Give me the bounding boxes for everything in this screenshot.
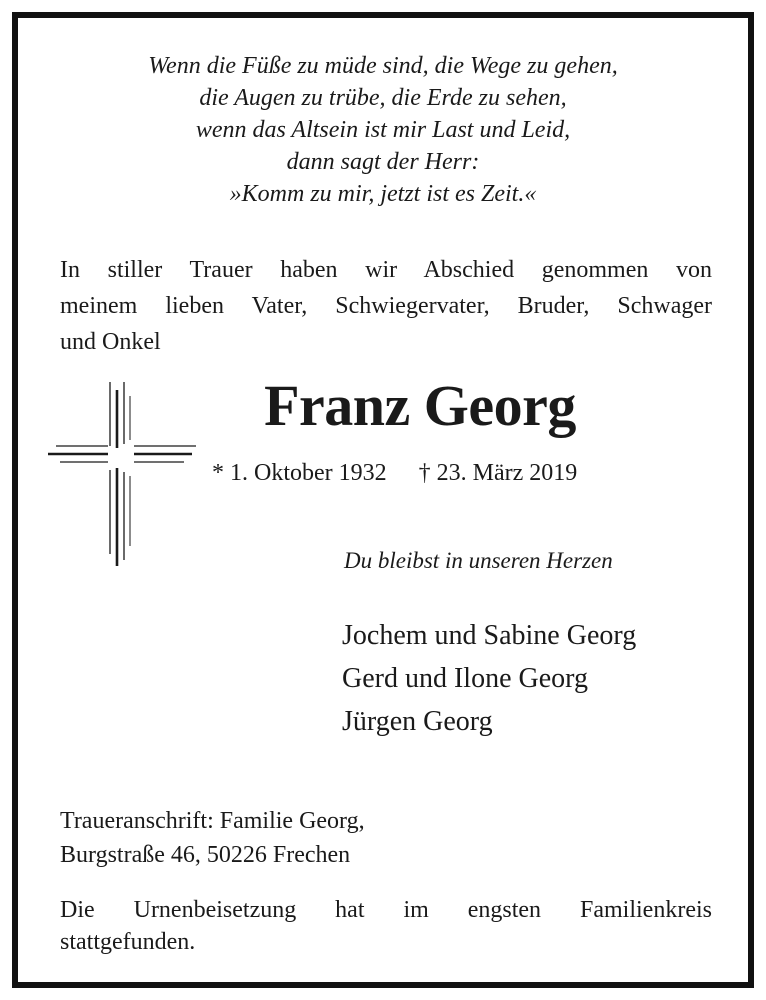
mourner: Jochem und Sabine Georg — [342, 620, 637, 651]
mourners-list — [342, 614, 636, 743]
burial-line: Die Urnenbeisetzung hat im engsten Familienkreis — [60, 897, 712, 923]
cross-icon — [46, 378, 198, 568]
motto: Du bleibst in unseren Herzen — [344, 548, 613, 573]
birth-date: * 1. Oktober 1932 — [212, 460, 387, 486]
burial-line: stattgefunden. — [60, 929, 196, 955]
intro-line: und Onkel — [60, 329, 161, 355]
poem-line: wenn das Altsein ist mir Last und Leid, — [195, 117, 571, 143]
poem-line: Wenn die Füße zu müde sind, die Wege zu gehen, — [148, 53, 618, 79]
death-date: † 23. März 2019 — [418, 460, 578, 486]
mourning-address — [60, 804, 365, 872]
burial-notice — [60, 894, 712, 958]
intro-line: meinem lieben Vater, Schwiegervater, Bruder, Schwager — [60, 293, 712, 319]
poem-line: »Komm zu mir, jetzt ist es Zeit.« — [229, 181, 537, 207]
address-line: Burgstraße 46, 50226 Frechen — [60, 842, 351, 868]
mourner: Jürgen Georg — [342, 706, 493, 737]
address-line: Traueranschrift: Familie Georg, — [60, 808, 365, 834]
life-dates — [212, 458, 577, 488]
deceased-name: Franz Georg — [264, 373, 576, 438]
intro-text — [60, 252, 712, 360]
mourner: Gerd und Ilone Georg — [342, 663, 588, 694]
intro-line: In stiller Trauer haben wir Abschied genommen von — [60, 257, 712, 283]
poem — [0, 50, 766, 210]
poem-line: die Augen zu trübe, die Erde zu sehen, — [199, 85, 567, 111]
poem-line: dann sagt der Herr: — [286, 149, 480, 175]
